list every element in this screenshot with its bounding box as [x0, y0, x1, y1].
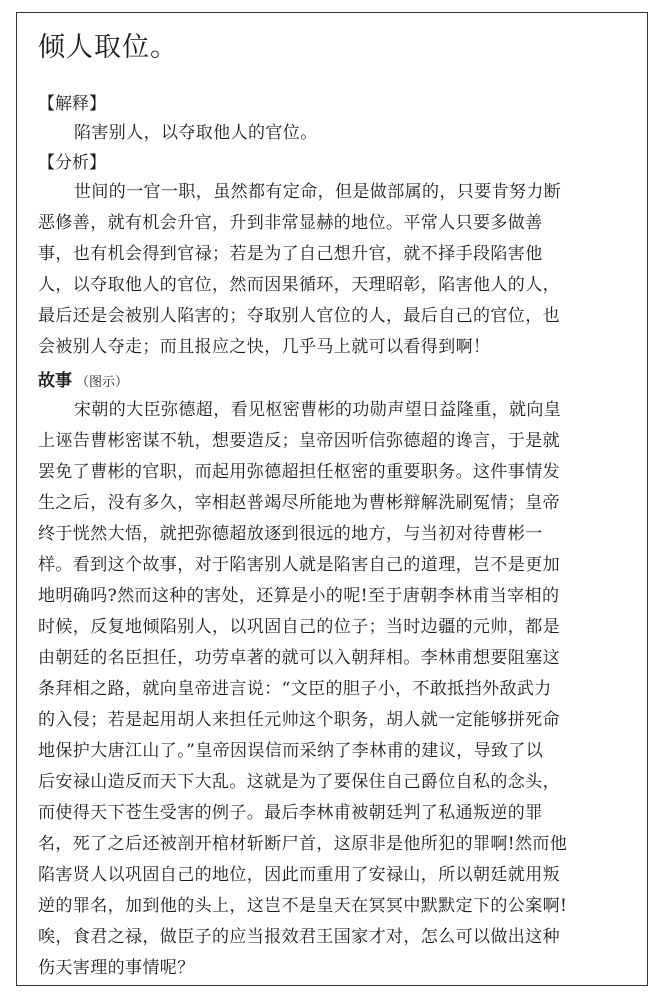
explanation-line: 陷害别人，以夺取他人的官位。: [74, 123, 318, 143]
page-title: 倾人取位。: [38, 32, 178, 63]
story-line: 样。看到这个故事，对于陷害别人就是陷害自己的道理，岂不是更加: [38, 555, 560, 575]
story-line: 时候，反复地倾陷别人，以巩固自己的位子；当时边疆的元帅，都是: [38, 617, 560, 637]
story-line: 伤天害理的事情呢？: [38, 958, 195, 978]
story-line: 名，死了之后还被剖开棺材斩断尸首，这原非是他所犯的罪啊!然而他: [38, 834, 568, 854]
story-line: 地明确吗?然而这种的害处，还算是小的呢!至于唐朝李林甫当宰相的: [38, 586, 560, 606]
story-line: 的入侵；若是起用胡人来担任元帅这个职务，胡人就一定能够拼死命: [38, 710, 560, 730]
story-line: 宋朝的大臣弥德超，看见枢密曹彬的功勋声望日益隆重，就向皇: [74, 400, 562, 420]
story-line: 条拜相之路，就向皇帝进言说：“文臣的胆子小，不敢抵挡外敌武力: [38, 679, 552, 699]
story-line: 生之后，没有多久，宰相赵普竭尽所能地为曹彬辩解洗刷冤情；皇帝: [38, 493, 560, 513]
analysis-line: 世间的一官一职，虽然都有定命，但是做部属的，只要肯努力断: [74, 182, 562, 202]
explanation-label: 【解释】: [38, 94, 106, 114]
story-line: 唉，食君之禄，做臣子的应当报效君王国家才对，怎么可以做出这种: [38, 927, 560, 947]
story-line: 而使得天下苍生受害的例子。最后李林甫被朝廷判了私通叛逆的罪: [38, 803, 543, 823]
analysis-line: 会被别人夺走；而且报应之快，几乎马上就可以看得到啊！: [38, 337, 491, 357]
story-line: 后安禄山造反而天下大乱。这就是为了要保住自己爵位自私的念头，: [38, 772, 560, 792]
analysis-line: 最后还是会被别人陷害的；夺取别人官位的人，最后自己的官位，也: [38, 306, 560, 326]
story-sub-label: （图示）: [76, 375, 129, 390]
story-line: 上诬告曹彬密谋不轨，想要造反；皇帝因听信弥德超的谗言，于是就: [38, 431, 560, 451]
story-line: 终于恍然大悟，就把弥德超放逐到很远的地方，与当初对待曹彬一: [38, 524, 543, 544]
story-line: 地保护大唐江山了。”皇帝因误信而采纳了李林甫的建议，导致了以: [38, 741, 544, 761]
story-line: 由朝廷的名臣担任，功劳卓著的就可以入朝拜相。李林甫想要阻塞这: [38, 648, 560, 668]
story-line: 罢免了曹彬的官职，而起用弥德超担任枢密的重要职务。这件事情发: [38, 462, 560, 482]
analysis-line: 事，也有机会得到官禄；若是为了自己想升官，就不择手段陷害他: [38, 244, 543, 264]
analysis-line: 恶修善，就有机会升官，升到非常显赫的地位。平常人只要多做善: [38, 213, 543, 233]
story-label: 故事: [38, 371, 72, 391]
story-line: 逆的罪名，加到他的头上，这岂不是皇天在冥冥中默默定下的公案啊!: [38, 896, 568, 916]
story-heading: [38, 369, 128, 395]
analysis-line: 人，以夺取他人的官位，然而因果循环，天理昭彰，陷害他人的人，: [38, 275, 560, 295]
analysis-label: 【分析】: [38, 153, 106, 173]
story-line: 陷害贤人以巩固自己的地位，因此而重用了安禄山，所以朝廷就用叛: [38, 865, 560, 885]
